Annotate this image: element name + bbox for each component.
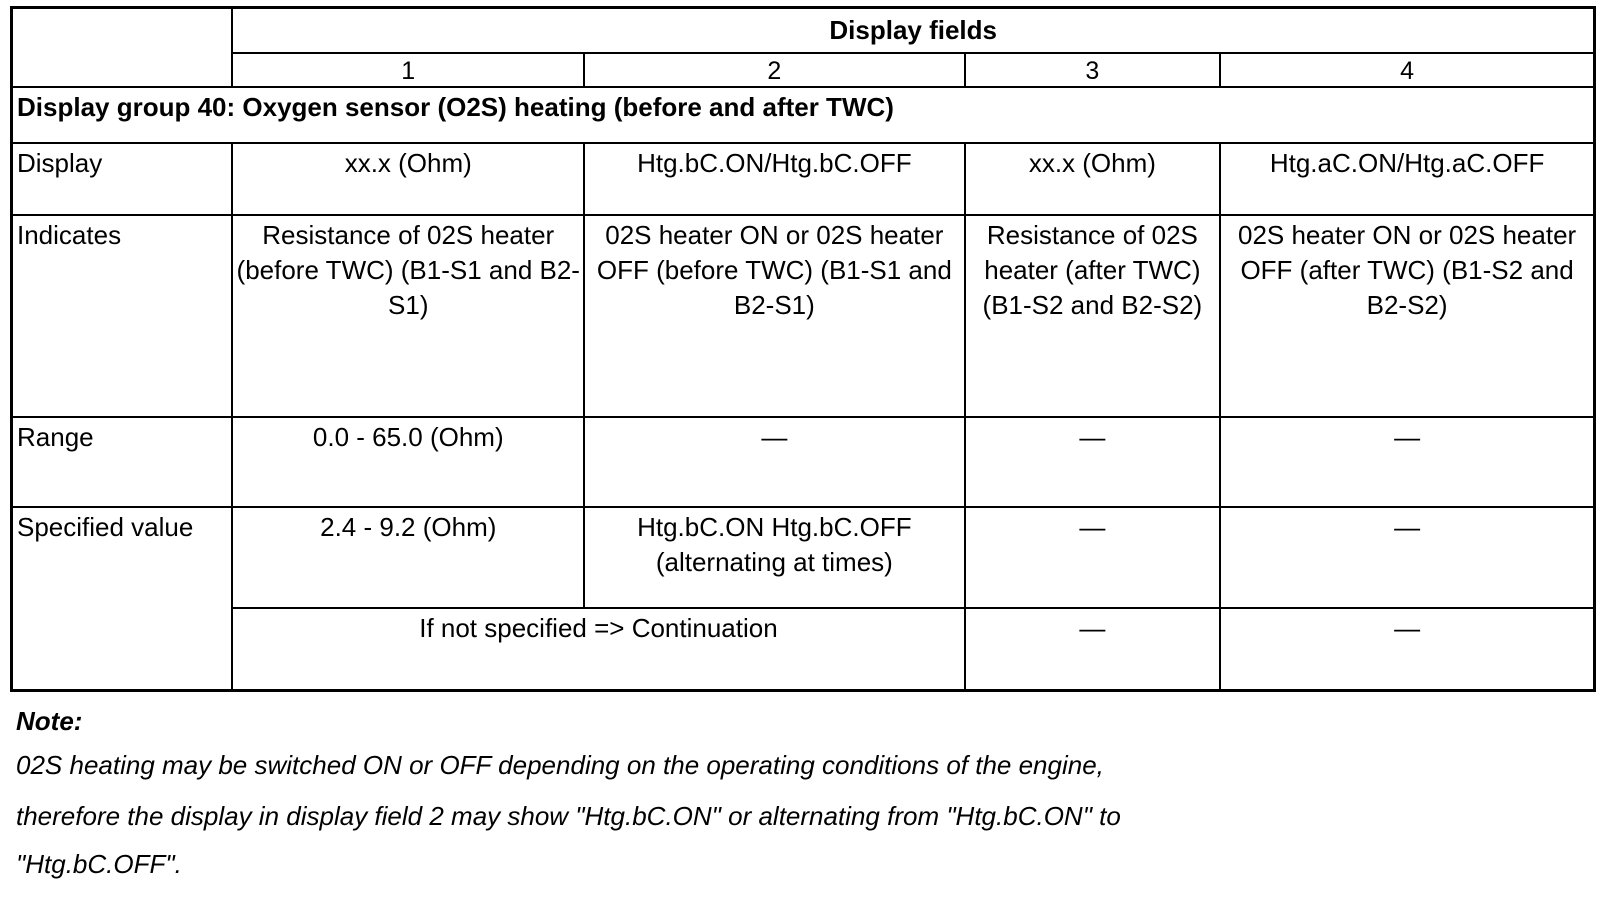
row-label-display: Display bbox=[12, 143, 233, 215]
indicates-cell-4: 02S heater ON or 02S heater OFF (after TWC) (B1-S2 and B2-S2) bbox=[1220, 215, 1594, 417]
note-title: Note: bbox=[16, 706, 83, 736]
display-group-table bbox=[10, 6, 1596, 692]
range-cell-4: — bbox=[1220, 417, 1594, 507]
specified-cell-1: 2.4 - 9.2 (Ohm) bbox=[232, 507, 584, 608]
group-title: Display group 40: Oxygen sensor (O2S) heating (before and after TWC) bbox=[12, 87, 1595, 143]
note-line-2: therefore the display in display field 2 may show "Htg.bC.ON" or alternating from "Htg.bC.ON" to bbox=[16, 801, 1121, 831]
specified-cell-2: Htg.bC.ON Htg.bC.OFF (alternating at times) bbox=[584, 507, 964, 608]
continuation-cell: If not specified => Continuation bbox=[232, 608, 964, 691]
field-number-3: 3 bbox=[965, 53, 1221, 87]
indicates-cell-3: Resistance of 02S heater (after TWC) (B1-S2 and B2-S2) bbox=[965, 215, 1221, 417]
table-row bbox=[12, 507, 1595, 608]
row-label-range: Range bbox=[12, 417, 233, 507]
specified-cell-3: — bbox=[965, 507, 1221, 608]
continuation-cell-3: — bbox=[965, 608, 1221, 691]
continuation-cell-4: — bbox=[1220, 608, 1594, 691]
field-number-4: 4 bbox=[1220, 53, 1594, 87]
range-cell-2: — bbox=[584, 417, 964, 507]
table-row bbox=[12, 215, 1595, 417]
note-line-1: 02S heating may be switched ON or OFF depending on the operating conditions of the engine, bbox=[16, 750, 1104, 780]
display-cell-3: xx.x (Ohm) bbox=[965, 143, 1221, 215]
specified-cell-4: — bbox=[1220, 507, 1594, 608]
range-cell-3: — bbox=[965, 417, 1221, 507]
row-label-specified-value: Specified value bbox=[12, 507, 233, 691]
corner-cell bbox=[12, 8, 233, 87]
indicates-cell-1: Resistance of 02S heater (before TWC) (B1-S1 and B2-S1) bbox=[232, 215, 584, 417]
range-cell-1: 0.0 - 65.0 (Ohm) bbox=[232, 417, 584, 507]
display-cell-2: Htg.bC.ON/Htg.bC.OFF bbox=[584, 143, 964, 215]
field-number-2: 2 bbox=[584, 53, 964, 87]
indicates-cell-2: 02S heater ON or 02S heater OFF (before TWC) (B1-S1 and B2-S1) bbox=[584, 215, 964, 417]
table-row bbox=[12, 417, 1595, 507]
row-label-indicates: Indicates bbox=[12, 215, 233, 417]
display-fields-header: Display fields bbox=[232, 8, 1594, 53]
table-row bbox=[12, 143, 1595, 215]
display-cell-4: Htg.aC.ON/Htg.aC.OFF bbox=[1220, 143, 1594, 215]
table-row bbox=[12, 608, 1595, 691]
field-number-1: 1 bbox=[232, 53, 584, 87]
note-line-3: "Htg.bC.OFF". bbox=[16, 849, 182, 879]
display-cell-1: xx.x (Ohm) bbox=[232, 143, 584, 215]
